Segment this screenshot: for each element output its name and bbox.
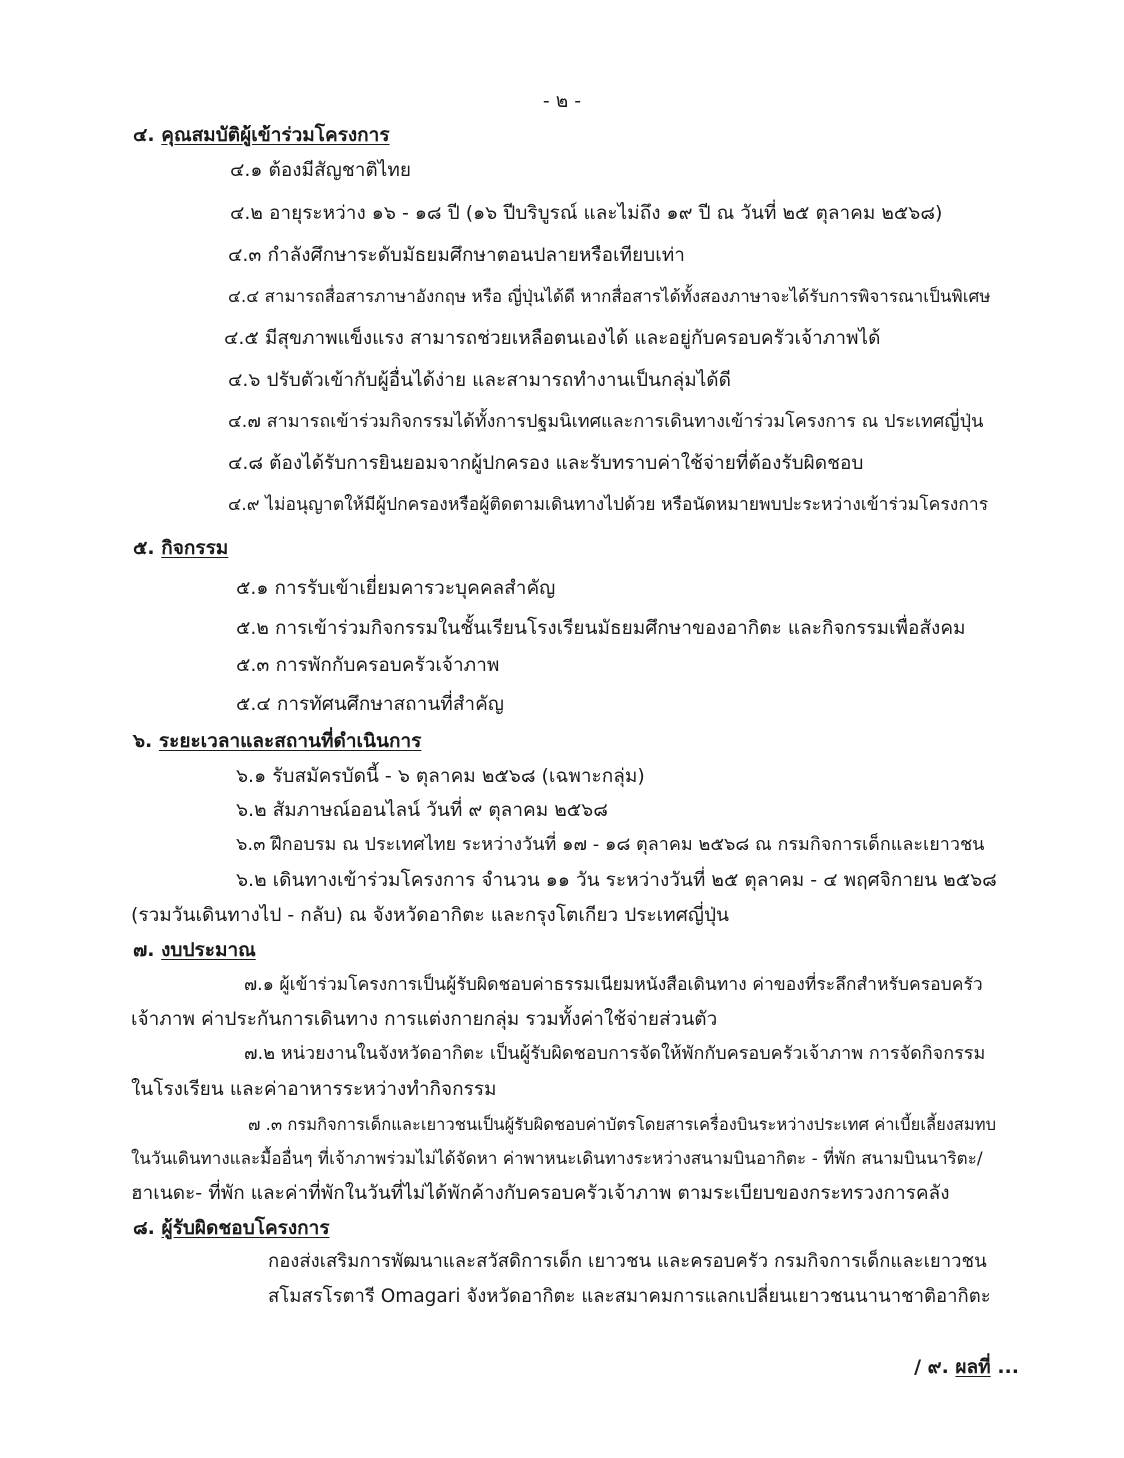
section-6-item: ๖.๑ รับสมัครบัดนี้ - ๖ ตุลาคม ๒๕๖๘ (เฉพาะกลุ่ม): [236, 765, 645, 787]
next-page-label: ผลที่: [955, 1356, 991, 1378]
section-7-item: ๗.๑ ผู้เข้าร่วมโครงการเป็นผู้รับผิดชอบค่าธรรมเนียมหนังสือเดินทาง ค่าของที่ระลึกสำหรับครอบครัว: [244, 975, 983, 995]
section-7-item-continuation: ในวันเดินทางและมื้ออื่นๆ ที่เจ้าภาพร่วมไม่ได้จัดหา ค่าพาหนะเดินทางระหว่างสนามบินอากิตะ - ที่พัก สนามบินนาริตะ/: [131, 1149, 983, 1169]
section-4-heading: [133, 122, 390, 148]
next-page-prefix: / ๙.: [914, 1356, 956, 1378]
section-6-number: ๖.: [133, 730, 153, 752]
section-4-item: ๔.๑ ต้องมีสัญชาติไทย: [230, 159, 411, 181]
section-5-item: ๕.๑ การรับเข้าเยี่ยมคารวะบุคคลสำคัญ: [236, 577, 556, 599]
section-4-item: ๔.๘ ต้องได้รับการยินยอมจากผู้ปกครอง และรับทราบค่าใช้จ่ายที่ต้องรับผิดชอบ: [228, 452, 864, 474]
section-6-heading: [133, 728, 421, 754]
section-6-item: ๖.๒ สัมภาษณ์ออนไลน์ วันที่ ๙ ตุลาคม ๒๕๖๘: [236, 799, 608, 821]
section-5-heading: [133, 535, 228, 561]
page-number: - ๒ -: [542, 90, 582, 112]
section-7-heading: [133, 937, 256, 963]
section-5-item: ๕.๓ การพักกับครอบครัวเจ้าภาพ: [236, 654, 500, 676]
section-4-number: ๔.: [133, 124, 155, 146]
section-5-item: ๕.๔ การทัศนศึกษาสถานที่สำคัญ: [236, 693, 504, 715]
section-7-item: ๗.๒ หน่วยงานในจังหวัดอากิตะ เป็นผู้รับผิดชอบการจัดให้พักกับครอบครัวเจ้าภาพ การจัดกิจกรรม: [244, 1043, 986, 1064]
section-8-item: กองส่งเสริมการพัฒนาและสวัสดิการเด็ก เยาวชน และครอบครัว กรมกิจการเด็กและเยาวชน: [268, 1251, 987, 1272]
section-7-item: ๗ .๓ กรมกิจการเด็กและเยาวชนเป็นผู้รับผิดชอบค่าบัตรโดยสารเครื่องบินระหว่างประเทศ ค่าเบี้ยเลี้ยงสมทบ: [248, 1115, 997, 1134]
section-7-item-continuation: ในโรงเรียน และค่าอาหารระหว่างทำกิจกรรม: [131, 1078, 497, 1100]
section-4-title: คุณสมบัติผู้เข้าร่วมโครงการ: [161, 124, 390, 146]
section-6-title: ระยะเวลาและสถานที่ดำเนินการ: [158, 730, 422, 752]
section-6-item: ๖.๒ เดินทางเข้าร่วมโครงการ จำนวน ๑๑ วัน ระหว่างวันที่ ๒๕ ตุลาคม - ๔ พฤศจิกายน ๒๕๖๘: [236, 869, 997, 891]
section-5-number: ๕.: [133, 537, 155, 559]
section-7-title: งบประมาณ: [161, 939, 256, 961]
section-8-number: ๘.: [133, 1217, 155, 1239]
section-7-number: ๗.: [133, 939, 155, 961]
section-6-item-continuation: (รวมวันเดินทางไป - กลับ) ณ จังหวัดอากิตะ และกรุงโตเกียว ประเทศญี่ปุ่น: [131, 904, 729, 926]
section-4-item: ๔.๔ สามารถสื่อสารภาษาอังกฤษ หรือ ญี่ปุ่นได้ดี หากสื่อสารได้ทั้งสองภาษาจะได้รับการพิจารณาเป็นพิเศษ: [228, 287, 991, 307]
section-8-heading: [133, 1215, 330, 1241]
section-4-item: ๔.๕ มีสุขภาพแข็งแรง สามารถช่วยเหลือตนเองได้ และอยู่กับครอบครัวเจ้าภาพได้: [224, 327, 881, 349]
section-5-title: กิจกรรม: [161, 537, 229, 559]
section-8-item: สโมสรโรตารี Omagari จังหวัดอากิตะ และสมาคมการแลกเปลี่ยนเยาวชนนานาชาติอากิตะ: [268, 1286, 991, 1307]
section-4-item: ๔.๓ กำลังศึกษาระดับมัธยมศึกษาตอนปลายหรือเทียบเท่า: [228, 244, 685, 266]
section-4-item: ๔.๗ สามารถเข้าร่วมกิจกรรมได้ทั้งการปฐมนิเทศและการเดินทางเข้าร่วมโครงการ ณ ประเทศญี่ปุ่น: [228, 411, 984, 432]
section-4-item: ๔.๒ อายุระหว่าง ๑๖ - ๑๘ ปี (๑๖ ปีบริบูรณ์ และไม่ถึง ๑๙ ปี ณ วันที่ ๒๕ ตุลาคม ๒๕๖๘): [230, 202, 943, 224]
section-5-item: ๕.๒ การเข้าร่วมกิจกรรมในชั้นเรียนโรงเรียนมัธยมศึกษาของอากิตะ และกิจกรรมเพื่อสังคม: [236, 617, 966, 639]
section-8-title: ผู้รับผิดชอบโครงการ: [161, 1217, 330, 1239]
section-6-item: ๖.๓ ฝึกอบรม ณ ประเทศไทย ระหว่างวันที่ ๑๗ - ๑๘ ตุลาคม ๒๕๖๘ ณ กรมกิจการเด็กและเยาวชน: [236, 834, 985, 855]
next-page-suffix: ...: [990, 1356, 1019, 1378]
next-page-marker: [914, 1354, 1019, 1380]
section-4-item: ๔.๖ ปรับตัวเข้ากับผู้อื่นได้ง่าย และสามารถทำงานเป็นกลุ่มได้ดี: [228, 369, 731, 391]
section-4-item: ๔.๙ ไม่อนุญาตให้มีผู้ปกครองหรือผู้ติดตามเดินทางไปด้วย หรือนัดหมายพบปะระหว่างเข้าร่วมโครงการ: [228, 495, 989, 515]
section-7-item-continuation: ฮาเนดะ- ที่พัก และค่าที่พักในวันที่ไม่ได้พักค้างกับครอบครัวเจ้าภาพ ตามระเบียบของกระทรวงการคลัง: [131, 1182, 950, 1204]
section-7-item-continuation: เจ้าภาพ ค่าประกันการเดินทาง การแต่งกายกลุ่ม รวมทั้งค่าใช้จ่ายส่วนตัว: [131, 1008, 718, 1030]
